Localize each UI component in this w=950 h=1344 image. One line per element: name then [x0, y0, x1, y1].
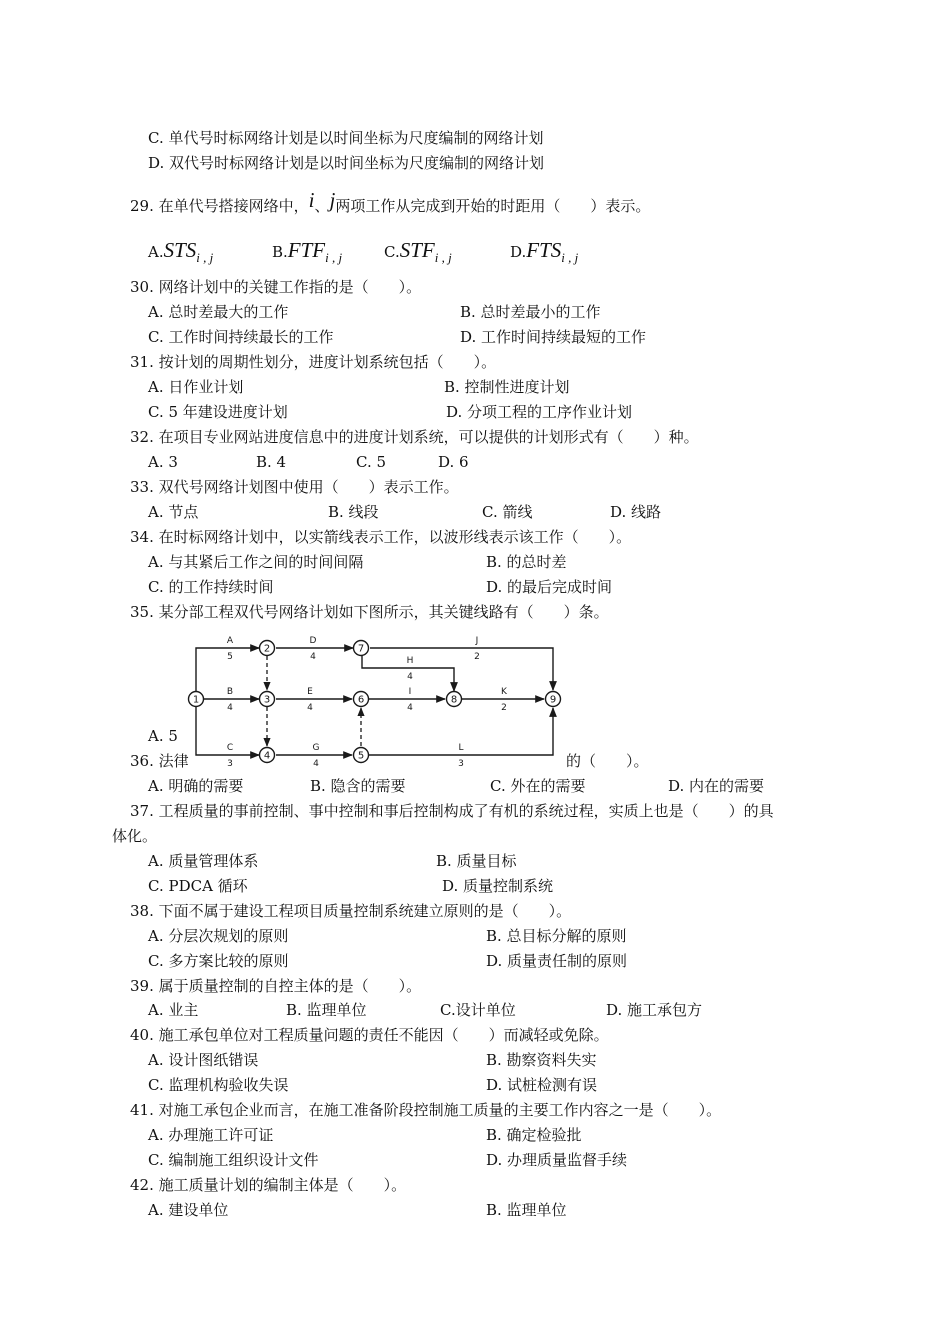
- node-9: 9: [549, 694, 557, 706]
- node-5: 5: [357, 750, 365, 762]
- q40-option-a: A. 设计图纸错误: [148, 1051, 259, 1069]
- q29-option-c: [384, 240, 452, 268]
- q35-stem: 35. 某分部工程双代号网络计划如下图所示，其关键线路有（ ）条。: [130, 603, 609, 621]
- q40-option-d: D. 试桩检测有误: [486, 1076, 598, 1094]
- q29-option-a-main: STS: [163, 238, 197, 262]
- q29-option-d: [510, 240, 578, 268]
- node-4: 4: [263, 750, 271, 762]
- q37-option-b: B. 质量目标: [436, 852, 517, 870]
- q29-option-b-label: B.: [272, 243, 288, 261]
- q38-option-c: C. 多方案比较的原则: [148, 952, 289, 970]
- q28-option-c: C. 单代号时标网络计划是以时间坐标为尺度编制的网络计划: [148, 129, 544, 147]
- q29-option-d-main: FTS: [526, 238, 562, 262]
- q31-option-a: A. 日作业计划: [148, 378, 244, 396]
- q31-option-b: B. 控制性进度计划: [444, 378, 570, 396]
- q37-stem-line2: 体化。: [112, 827, 158, 845]
- q29-option-d-sub: i , j: [561, 250, 579, 265]
- q41-option-b: B. 确定检验批: [486, 1126, 582, 1144]
- q35-option-a: A. 5: [148, 727, 178, 745]
- q29-option-a: [148, 240, 213, 268]
- node-8: 8: [450, 694, 458, 706]
- q32-option-c: C. 5: [356, 453, 387, 471]
- q37-option-d: D. 质量控制系统: [442, 877, 554, 895]
- q30-option-d: D. 工作时间持续最短的工作: [460, 328, 647, 346]
- q29-var-j: j: [329, 188, 336, 212]
- q34-option-a: A. 与其紧后工作之间的时间间隔: [148, 553, 364, 571]
- q36-stem-end: 的（ ）。: [566, 752, 649, 770]
- activity-dur-e: 4: [307, 703, 313, 713]
- q34-stem: 34. 在时标网络计划中，以实箭线表示工作，以波形线表示该工作（ ）。: [130, 528, 632, 546]
- q29-option-c-label: C.: [384, 243, 400, 261]
- q37-option-c: C. PDCA 循环: [148, 877, 248, 895]
- q36-option-c: C. 外在的需要: [490, 777, 586, 795]
- arrow-7-9: [370, 648, 553, 690]
- q29-option-c-sub: i , j: [434, 250, 452, 265]
- q31-stem: 31. 按计划的周期性划分，进度计划系统包括（ ）。: [130, 353, 497, 371]
- q38-option-d: D. 质量责任制的原则: [486, 952, 628, 970]
- activity-name-d: D: [309, 636, 317, 646]
- q30-option-c: C. 工作时间持续最长的工作: [148, 328, 334, 346]
- q36-option-a: A. 明确的需要: [148, 777, 244, 795]
- activity-name-e: E: [307, 687, 313, 697]
- q39-option-b: B. 监理单位: [286, 1001, 367, 1019]
- activity-dur-i: 4: [407, 703, 413, 713]
- activity-dur-d: 4: [310, 652, 316, 662]
- node-3: 3: [263, 694, 271, 706]
- q29-option-c-main: STF: [399, 238, 435, 262]
- activity-dur-l: 3: [458, 759, 464, 769]
- q33-option-d: D. 线路: [610, 503, 662, 521]
- q38-option-b: B. 总目标分解的原则: [486, 927, 627, 945]
- q29-var-i: i: [308, 188, 315, 212]
- activity-dur-c: 3: [227, 759, 233, 769]
- q40-option-c: C. 监理机构验收失误: [148, 1076, 289, 1094]
- q33-stem: 33. 双代号网络计划图中使用（ ）表示工作。: [130, 478, 459, 496]
- q33-option-c: C. 箭线: [482, 503, 533, 521]
- node-1: 1: [192, 694, 200, 706]
- activity-dur-h: 4: [407, 672, 413, 682]
- q42-option-a: A. 建设单位: [148, 1201, 229, 1219]
- q29-separator: 、: [314, 197, 330, 215]
- activity-dur-j: 2: [474, 652, 480, 662]
- node-2: 2: [263, 643, 271, 655]
- q40-option-b: B. 勘察资料失实: [486, 1051, 597, 1069]
- node-6: 6: [357, 694, 365, 706]
- q40-stem: 40. 施工承包单位对工程质量问题的责任不能因（ ）而减轻或免除。: [130, 1026, 609, 1044]
- activity-name-j: J: [475, 636, 479, 646]
- q31-option-c: C. 5 年建设进度计划: [148, 403, 288, 421]
- q29-option-b-sub: i , j: [325, 250, 343, 265]
- q36-option-d: D. 内在的需要: [668, 777, 765, 795]
- q38-option-a: A. 分层次规划的原则: [148, 927, 289, 945]
- activity-name-a: A: [226, 636, 234, 646]
- node-7: 7: [357, 643, 365, 655]
- activity-dur-g: 4: [313, 759, 319, 769]
- q29-option-a-label: A.: [148, 243, 164, 261]
- activity-name-b: B: [226, 687, 234, 697]
- q34-option-b: B. 的总时差: [486, 553, 567, 571]
- q32-option-d: D. 6: [438, 453, 469, 471]
- q38-stem: 38. 下面不属于建设工程项目质量控制系统建立原则的是（ ）。: [130, 902, 572, 920]
- q37-option-a: A. 质量管理体系: [148, 852, 259, 870]
- q29-option-b: [272, 240, 342, 268]
- q29-option-d-label: D.: [510, 243, 527, 261]
- activity-name-l: L: [458, 743, 464, 753]
- q39-option-a: A. 业主: [148, 1001, 199, 1019]
- activity-dur-a: 5: [227, 652, 233, 662]
- q36-option-b: B. 隐含的需要: [310, 777, 406, 795]
- q32-option-b: B. 4: [256, 453, 287, 471]
- activity-dur-k: 2: [501, 703, 507, 713]
- q29-stem-post: 两项工作从完成到开始的时距用（ ）表示。: [335, 197, 651, 215]
- q32-option-a: A. 3: [148, 453, 178, 471]
- activity-name-i: I: [408, 687, 412, 697]
- activity-name-g: G: [312, 743, 320, 753]
- q41-option-d: D. 办理质量监督手续: [486, 1151, 628, 1169]
- q33-option-a: A. 节点: [148, 503, 199, 521]
- q29-option-a-sub: i , j: [196, 250, 214, 265]
- q28-option-d: D. 双代号时标网络计划是以时间坐标为尺度编制的网络计划: [148, 154, 545, 172]
- q42-option-b: B. 监理单位: [486, 1201, 567, 1219]
- activity-name-c: C: [226, 743, 234, 753]
- q39-stem: 39. 属于质量控制的自控主体的是（ ）。: [130, 977, 422, 995]
- q30-stem: 30. 网络计划中的关键工作指的是（ ）。: [130, 278, 422, 296]
- q33-option-b: B. 线段: [328, 503, 379, 521]
- q29-option-b-main: FTF: [287, 238, 326, 262]
- q35-network-diagram: [180, 632, 572, 772]
- q31-option-d: D. 分项工程的工序作业计划: [446, 403, 633, 421]
- q41-stem: 41. 对施工承包企业而言，在施工准备阶段控制施工质量的主要工作内容之一是（ ）。: [130, 1101, 722, 1119]
- q36-stem-start: 36. 法律: [130, 752, 189, 770]
- q30-option-a: A. 总时差最大的工作: [148, 303, 289, 321]
- q29-stem: [130, 188, 651, 216]
- q39-option-d: D. 施工承包方: [606, 1001, 703, 1019]
- activity-name-k: K: [501, 687, 507, 697]
- activity-dur-b: 4: [227, 703, 233, 713]
- q41-option-a: A. 办理施工许可证: [148, 1126, 274, 1144]
- q41-option-c: C. 编制施工组织设计文件: [148, 1151, 319, 1169]
- q29-stem-pre: 29. 在单代号搭接网络中，: [130, 197, 309, 215]
- q37-stem-line1: 37. 工程质量的事前控制、事中控制和事后控制构成了有机的系统过程，实质上也是（ ）的具: [130, 802, 774, 820]
- q42-stem: 42. 施工质量计划的编制主体是（ ）。: [130, 1176, 407, 1194]
- q32-stem: 32. 在项目专业网站进度信息中的进度计划系统，可以提供的计划形式有（ ）种。: [130, 428, 699, 446]
- q39-option-c: C.设计单位: [440, 1001, 516, 1019]
- q34-option-c: C. 的工作持续时间: [148, 578, 274, 596]
- q30-option-b: B. 总时差最小的工作: [460, 303, 601, 321]
- activity-name-h: H: [406, 656, 414, 666]
- q34-option-d: D. 的最后完成时间: [486, 578, 613, 596]
